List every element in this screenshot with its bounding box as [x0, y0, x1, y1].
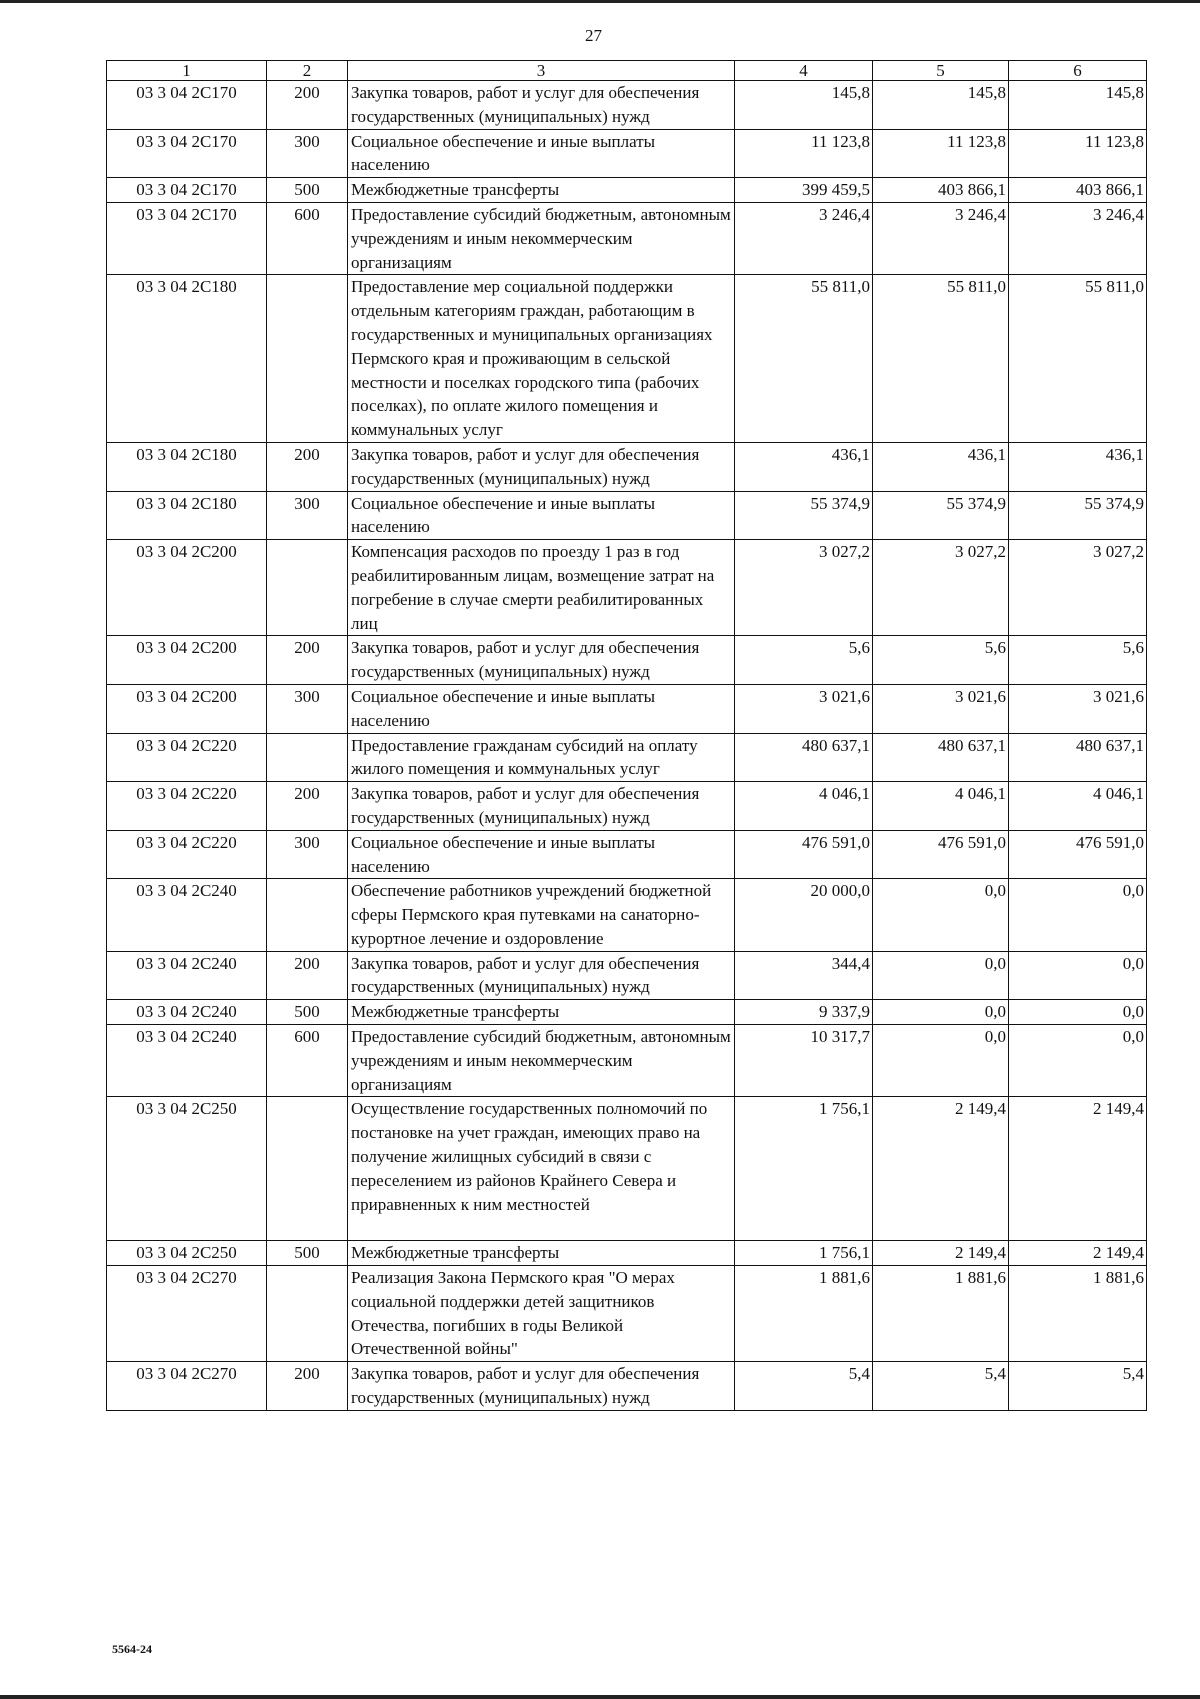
amount-col-5: 476 591,0 — [873, 830, 1009, 879]
amount-col-5: 2 149,4 — [873, 1241, 1009, 1266]
expense-type-code: 200 — [267, 782, 348, 831]
expense-type-code — [267, 540, 348, 636]
target-article-code: 03 3 04 2С200 — [107, 540, 267, 636]
expense-type-code: 600 — [267, 1025, 348, 1097]
table-row — [107, 636, 1147, 685]
amount-col-4: 145,8 — [735, 81, 873, 130]
item-name: Предоставление мер социальной поддержки отдельным категориям граждан, работающим в государственных и муниципальных организациях Пермского края и проживающим в сельской местности и поселках городского типа (рабочих поселках), по оплате жилого помещения и коммунальных услуг — [348, 275, 735, 443]
target-article-code: 03 3 04 2С170 — [107, 81, 267, 130]
table-row — [107, 951, 1147, 1000]
amount-col-5: 5,6 — [873, 636, 1009, 685]
table-row — [107, 1025, 1147, 1097]
target-article-code: 03 3 04 2С250 — [107, 1097, 267, 1241]
amount-col-4: 11 123,8 — [735, 129, 873, 178]
table-row — [107, 81, 1147, 130]
amount-col-4: 3 027,2 — [735, 540, 873, 636]
amount-col-4: 3 246,4 — [735, 202, 873, 274]
target-article-code: 03 3 04 2С240 — [107, 1000, 267, 1025]
target-article-code: 03 3 04 2С180 — [107, 442, 267, 491]
item-name: Закупка товаров, работ и услуг для обеспечения государственных (муниципальных) нужд — [348, 1362, 735, 1411]
amount-col-6: 480 637,1 — [1009, 733, 1147, 782]
table-row — [107, 1362, 1147, 1411]
item-name: Социальное обеспечение и иные выплаты населению — [348, 684, 735, 733]
item-name: Межбюджетные трансферты — [348, 1241, 735, 1266]
target-article-code: 03 3 04 2С170 — [107, 202, 267, 274]
table-row — [107, 540, 1147, 636]
expense-type-code: 500 — [267, 1241, 348, 1266]
target-article-code: 03 3 04 2С220 — [107, 782, 267, 831]
amount-col-4: 5,4 — [735, 1362, 873, 1411]
amount-col-4: 9 337,9 — [735, 1000, 873, 1025]
amount-col-6: 3 021,6 — [1009, 684, 1147, 733]
amount-col-5: 0,0 — [873, 1025, 1009, 1097]
amount-col-4: 1 756,1 — [735, 1241, 873, 1266]
table-row — [107, 129, 1147, 178]
header-col-2: 2 — [267, 61, 348, 81]
expense-type-code: 200 — [267, 636, 348, 685]
amount-col-5: 480 637,1 — [873, 733, 1009, 782]
item-name: Закупка товаров, работ и услуг для обеспечения государственных (муниципальных) нужд — [348, 782, 735, 831]
amount-col-4: 399 459,5 — [735, 178, 873, 203]
table-row — [107, 178, 1147, 203]
amount-col-6: 5,4 — [1009, 1362, 1147, 1411]
budget-table — [106, 60, 1147, 1411]
target-article-code: 03 3 04 2С180 — [107, 275, 267, 443]
item-name: Закупка товаров, работ и услуг для обеспечения государственных (муниципальных) нужд — [348, 442, 735, 491]
expense-type-code — [267, 1266, 348, 1362]
amount-col-5: 3 246,4 — [873, 202, 1009, 274]
amount-col-6: 476 591,0 — [1009, 830, 1147, 879]
amount-col-5: 55 811,0 — [873, 275, 1009, 443]
expense-type-code: 300 — [267, 129, 348, 178]
amount-col-4: 1 881,6 — [735, 1266, 873, 1362]
amount-col-5: 3 021,6 — [873, 684, 1009, 733]
amount-col-5: 2 149,4 — [873, 1097, 1009, 1241]
expense-type-code: 300 — [267, 830, 348, 879]
amount-col-5: 403 866,1 — [873, 178, 1009, 203]
expense-type-code — [267, 275, 348, 443]
target-article-code: 03 3 04 2С200 — [107, 636, 267, 685]
amount-col-6: 2 149,4 — [1009, 1097, 1147, 1241]
item-name: Предоставление гражданам субсидий на оплату жилого помещения и коммунальных услуг — [348, 733, 735, 782]
amount-col-6: 55 811,0 — [1009, 275, 1147, 443]
amount-col-6: 403 866,1 — [1009, 178, 1147, 203]
amount-col-4: 436,1 — [735, 442, 873, 491]
expense-type-code: 200 — [267, 81, 348, 130]
amount-col-6: 3 027,2 — [1009, 540, 1147, 636]
target-article-code: 03 3 04 2С220 — [107, 733, 267, 782]
item-name: Межбюджетные трансферты — [348, 1000, 735, 1025]
item-name: Предоставление субсидий бюджетным, автономным учреждениям и иным некоммерческим организациям — [348, 202, 735, 274]
amount-col-6: 3 246,4 — [1009, 202, 1147, 274]
amount-col-4: 20 000,0 — [735, 879, 873, 951]
table-row — [107, 202, 1147, 274]
expense-type-code: 300 — [267, 491, 348, 540]
expense-type-code: 200 — [267, 1362, 348, 1411]
header-col-3: 3 — [348, 61, 735, 81]
amount-col-4: 344,4 — [735, 951, 873, 1000]
expense-type-code: 500 — [267, 178, 348, 203]
target-article-code: 03 3 04 2С170 — [107, 178, 267, 203]
item-name: Социальное обеспечение и иные выплаты населению — [348, 129, 735, 178]
header-row — [107, 61, 1147, 81]
amount-col-5: 1 881,6 — [873, 1266, 1009, 1362]
amount-col-5: 3 027,2 — [873, 540, 1009, 636]
amount-col-6: 11 123,8 — [1009, 129, 1147, 178]
item-name: Социальное обеспечение и иные выплаты населению — [348, 830, 735, 879]
table-row — [107, 830, 1147, 879]
expense-type-code: 500 — [267, 1000, 348, 1025]
expense-type-code — [267, 1097, 348, 1241]
expense-type-code: 300 — [267, 684, 348, 733]
amount-col-6: 0,0 — [1009, 1000, 1147, 1025]
expense-type-code: 600 — [267, 202, 348, 274]
amount-col-6: 0,0 — [1009, 879, 1147, 951]
item-name: Закупка товаров, работ и услуг для обеспечения государственных (муниципальных) нужд — [348, 81, 735, 130]
amount-col-5: 55 374,9 — [873, 491, 1009, 540]
expense-type-code: 200 — [267, 951, 348, 1000]
amount-col-6: 0,0 — [1009, 951, 1147, 1000]
amount-col-4: 480 637,1 — [735, 733, 873, 782]
amount-col-4: 5,6 — [735, 636, 873, 685]
amount-col-4: 55 374,9 — [735, 491, 873, 540]
amount-col-6: 2 149,4 — [1009, 1241, 1147, 1266]
table-row — [107, 733, 1147, 782]
item-name: Реализация Закона Пермского края "О мерах социальной поддержки детей защитников Отечества, погибших в годы Великой Отечественной войны" — [348, 1266, 735, 1362]
header-col-5: 5 — [873, 61, 1009, 81]
amount-col-4: 3 021,6 — [735, 684, 873, 733]
item-name: Закупка товаров, работ и услуг для обеспечения государственных (муниципальных) нужд — [348, 636, 735, 685]
target-article-code: 03 3 04 2С180 — [107, 491, 267, 540]
amount-col-5: 0,0 — [873, 951, 1009, 1000]
table-row — [107, 1241, 1147, 1266]
amount-col-5: 5,4 — [873, 1362, 1009, 1411]
amount-col-4: 10 317,7 — [735, 1025, 873, 1097]
table-row — [107, 442, 1147, 491]
table-row — [107, 1000, 1147, 1025]
amount-col-4: 1 756,1 — [735, 1097, 873, 1241]
table-row — [107, 782, 1147, 831]
scan-edge-bottom — [0, 1695, 1200, 1699]
scan-edge-top — [0, 0, 1200, 3]
amount-col-5: 0,0 — [873, 1000, 1009, 1025]
table-row — [107, 1097, 1147, 1241]
table-row — [107, 1266, 1147, 1362]
expense-type-code — [267, 733, 348, 782]
amount-col-6: 436,1 — [1009, 442, 1147, 491]
amount-col-5: 4 046,1 — [873, 782, 1009, 831]
amount-col-6: 4 046,1 — [1009, 782, 1147, 831]
item-name: Социальное обеспечение и иные выплаты населению — [348, 491, 735, 540]
amount-col-5: 145,8 — [873, 81, 1009, 130]
page-number: 27 — [585, 26, 602, 45]
amount-col-5: 11 123,8 — [873, 129, 1009, 178]
header-col-6: 6 — [1009, 61, 1147, 81]
amount-col-6: 1 881,6 — [1009, 1266, 1147, 1362]
item-name: Обеспечение работников учреждений бюджетной сферы Пермского края путевками на санаторно-курортное лечение и оздоровление — [348, 879, 735, 951]
amount-col-4: 4 046,1 — [735, 782, 873, 831]
target-article-code: 03 3 04 2С200 — [107, 684, 267, 733]
expense-type-code: 200 — [267, 442, 348, 491]
amount-col-4: 55 811,0 — [735, 275, 873, 443]
table-row — [107, 491, 1147, 540]
amount-col-6: 55 374,9 — [1009, 491, 1147, 540]
amount-col-5: 0,0 — [873, 879, 1009, 951]
amount-col-6: 0,0 — [1009, 1025, 1147, 1097]
footer-code: 5564-24 — [112, 1642, 152, 1656]
target-article-code: 03 3 04 2С250 — [107, 1241, 267, 1266]
item-name: Межбюджетные трансферты — [348, 178, 735, 203]
header-col-4: 4 — [735, 61, 873, 81]
target-article-code: 03 3 04 2С170 — [107, 129, 267, 178]
target-article-code: 03 3 04 2С270 — [107, 1266, 267, 1362]
table-row — [107, 684, 1147, 733]
target-article-code: 03 3 04 2С240 — [107, 879, 267, 951]
amount-col-6: 5,6 — [1009, 636, 1147, 685]
amount-col-6: 145,8 — [1009, 81, 1147, 130]
item-name: Осуществление государственных полномочий по постановке на учет граждан, имеющих право на получение жилищных субсидий в связи с переселением из районов Крайнего Севера и приравненных к ним местностей — [348, 1097, 735, 1241]
expense-type-code — [267, 879, 348, 951]
item-name: Предоставление субсидий бюджетным, автономным учреждениям и иным некоммерческим организациям — [348, 1025, 735, 1097]
target-article-code: 03 3 04 2С240 — [107, 1025, 267, 1097]
table-row — [107, 879, 1147, 951]
target-article-code: 03 3 04 2С240 — [107, 951, 267, 1000]
table-row — [107, 275, 1147, 443]
header-col-1: 1 — [107, 61, 267, 81]
amount-col-5: 436,1 — [873, 442, 1009, 491]
target-article-code: 03 3 04 2С270 — [107, 1362, 267, 1411]
amount-col-4: 476 591,0 — [735, 830, 873, 879]
item-name: Закупка товаров, работ и услуг для обеспечения государственных (муниципальных) нужд — [348, 951, 735, 1000]
item-name: Компенсация расходов по проезду 1 раз в год реабилитированным лицам, возмещение затрат на погребение в случае смерти реабилитированных лиц — [348, 540, 735, 636]
target-article-code: 03 3 04 2С220 — [107, 830, 267, 879]
